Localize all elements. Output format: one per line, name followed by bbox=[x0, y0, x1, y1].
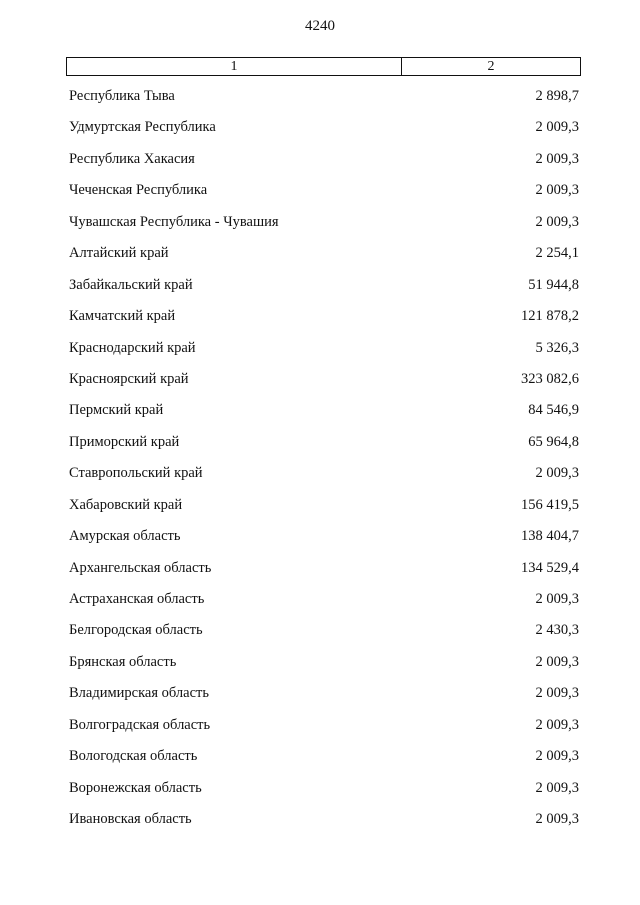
column-header-1: 1 bbox=[67, 58, 402, 75]
table-row bbox=[0, 277, 640, 308]
table-row bbox=[0, 654, 640, 685]
region-name: Хабаровский край bbox=[69, 496, 183, 513]
region-name: Астраханская область bbox=[69, 591, 205, 607]
amount-value: 5 326,3 bbox=[535, 339, 579, 356]
region-name: Архангельская область bbox=[69, 559, 212, 576]
amount-value: 2 009,3 bbox=[535, 811, 579, 828]
table-row bbox=[0, 497, 640, 528]
amount-value: 138 404,7 bbox=[521, 528, 579, 545]
amount-value: 156 419,5 bbox=[521, 496, 579, 513]
region-name: Чеченская Республика bbox=[69, 182, 208, 199]
table-row bbox=[0, 434, 640, 465]
amount-value: 2 009,3 bbox=[535, 716, 579, 733]
amount-value: 2 009,3 bbox=[535, 213, 579, 230]
table-row bbox=[0, 308, 640, 339]
table-row bbox=[0, 622, 640, 653]
table-row bbox=[0, 528, 640, 559]
region-name: Владимирская область bbox=[69, 685, 209, 702]
table-row bbox=[0, 465, 640, 496]
region-name: Республика Хакасия bbox=[69, 150, 195, 167]
table-column-header bbox=[66, 57, 581, 76]
table-row bbox=[0, 560, 640, 591]
table-row bbox=[0, 371, 640, 402]
table-row bbox=[0, 811, 640, 842]
table-row bbox=[0, 591, 640, 622]
amount-value: 2 009,3 bbox=[535, 182, 579, 199]
amount-value: 2 430,3 bbox=[535, 622, 579, 639]
amount-value: 2 009,3 bbox=[535, 119, 579, 136]
page-number: 4240 bbox=[305, 18, 335, 34]
region-name: Брянская область bbox=[69, 653, 177, 670]
table-row bbox=[0, 685, 640, 716]
amount-value: 134 529,4 bbox=[521, 559, 579, 576]
table-row bbox=[0, 88, 640, 119]
region-name: Воронежская область bbox=[69, 779, 202, 796]
amount-value: 2 009,3 bbox=[535, 465, 579, 482]
amount-value: 323 082,6 bbox=[521, 370, 579, 387]
region-name: Вологодская область bbox=[69, 748, 198, 765]
table-row bbox=[0, 182, 640, 213]
amount-value: 2 254,1 bbox=[535, 245, 579, 262]
region-name: Камчатский край bbox=[69, 308, 176, 325]
region-name: Забайкальский край bbox=[69, 276, 193, 293]
table-row bbox=[0, 214, 640, 245]
amount-value: 51 944,8 bbox=[528, 276, 579, 293]
amount-value: 2 009,3 bbox=[535, 150, 579, 167]
amount-value: 121 878,2 bbox=[521, 308, 579, 325]
table-row bbox=[0, 119, 640, 150]
table-body bbox=[0, 88, 640, 843]
amount-value: 2 009,3 bbox=[535, 591, 579, 607]
amount-value: 65 964,8 bbox=[528, 433, 579, 450]
region-name: Красноярский край bbox=[69, 370, 189, 387]
table-row bbox=[0, 748, 640, 779]
amount-value: 84 546,9 bbox=[528, 402, 579, 419]
table-row bbox=[0, 780, 640, 811]
amount-value: 2 009,3 bbox=[535, 685, 579, 702]
region-name: Республика Тыва bbox=[69, 88, 175, 104]
region-name: Удмуртская Республика bbox=[69, 119, 216, 136]
column-header-2: 2 bbox=[487, 59, 495, 74]
region-name: Белгородская область bbox=[69, 622, 203, 639]
region-name: Волгоградская область bbox=[69, 716, 211, 733]
region-name: Пермский край bbox=[69, 402, 164, 419]
table-row bbox=[0, 717, 640, 748]
table-row bbox=[0, 402, 640, 433]
region-name: Приморский край bbox=[69, 433, 180, 450]
table-row bbox=[0, 340, 640, 371]
amount-value: 2 009,3 bbox=[535, 653, 579, 670]
table-row bbox=[0, 245, 640, 276]
table-row bbox=[0, 151, 640, 182]
region-name: Чувашская Республика - Чувашия bbox=[69, 213, 279, 230]
amount-value: 2 009,3 bbox=[535, 779, 579, 796]
amount-value: 2 898,7 bbox=[535, 88, 579, 104]
region-name: Алтайский край bbox=[69, 245, 169, 262]
region-name: Ставропольский край bbox=[69, 465, 203, 482]
region-name: Амурская область bbox=[69, 528, 181, 545]
amount-value: 2 009,3 bbox=[535, 748, 579, 765]
region-name: Краснодарский край bbox=[69, 339, 196, 356]
region-name: Ивановская область bbox=[69, 811, 192, 828]
